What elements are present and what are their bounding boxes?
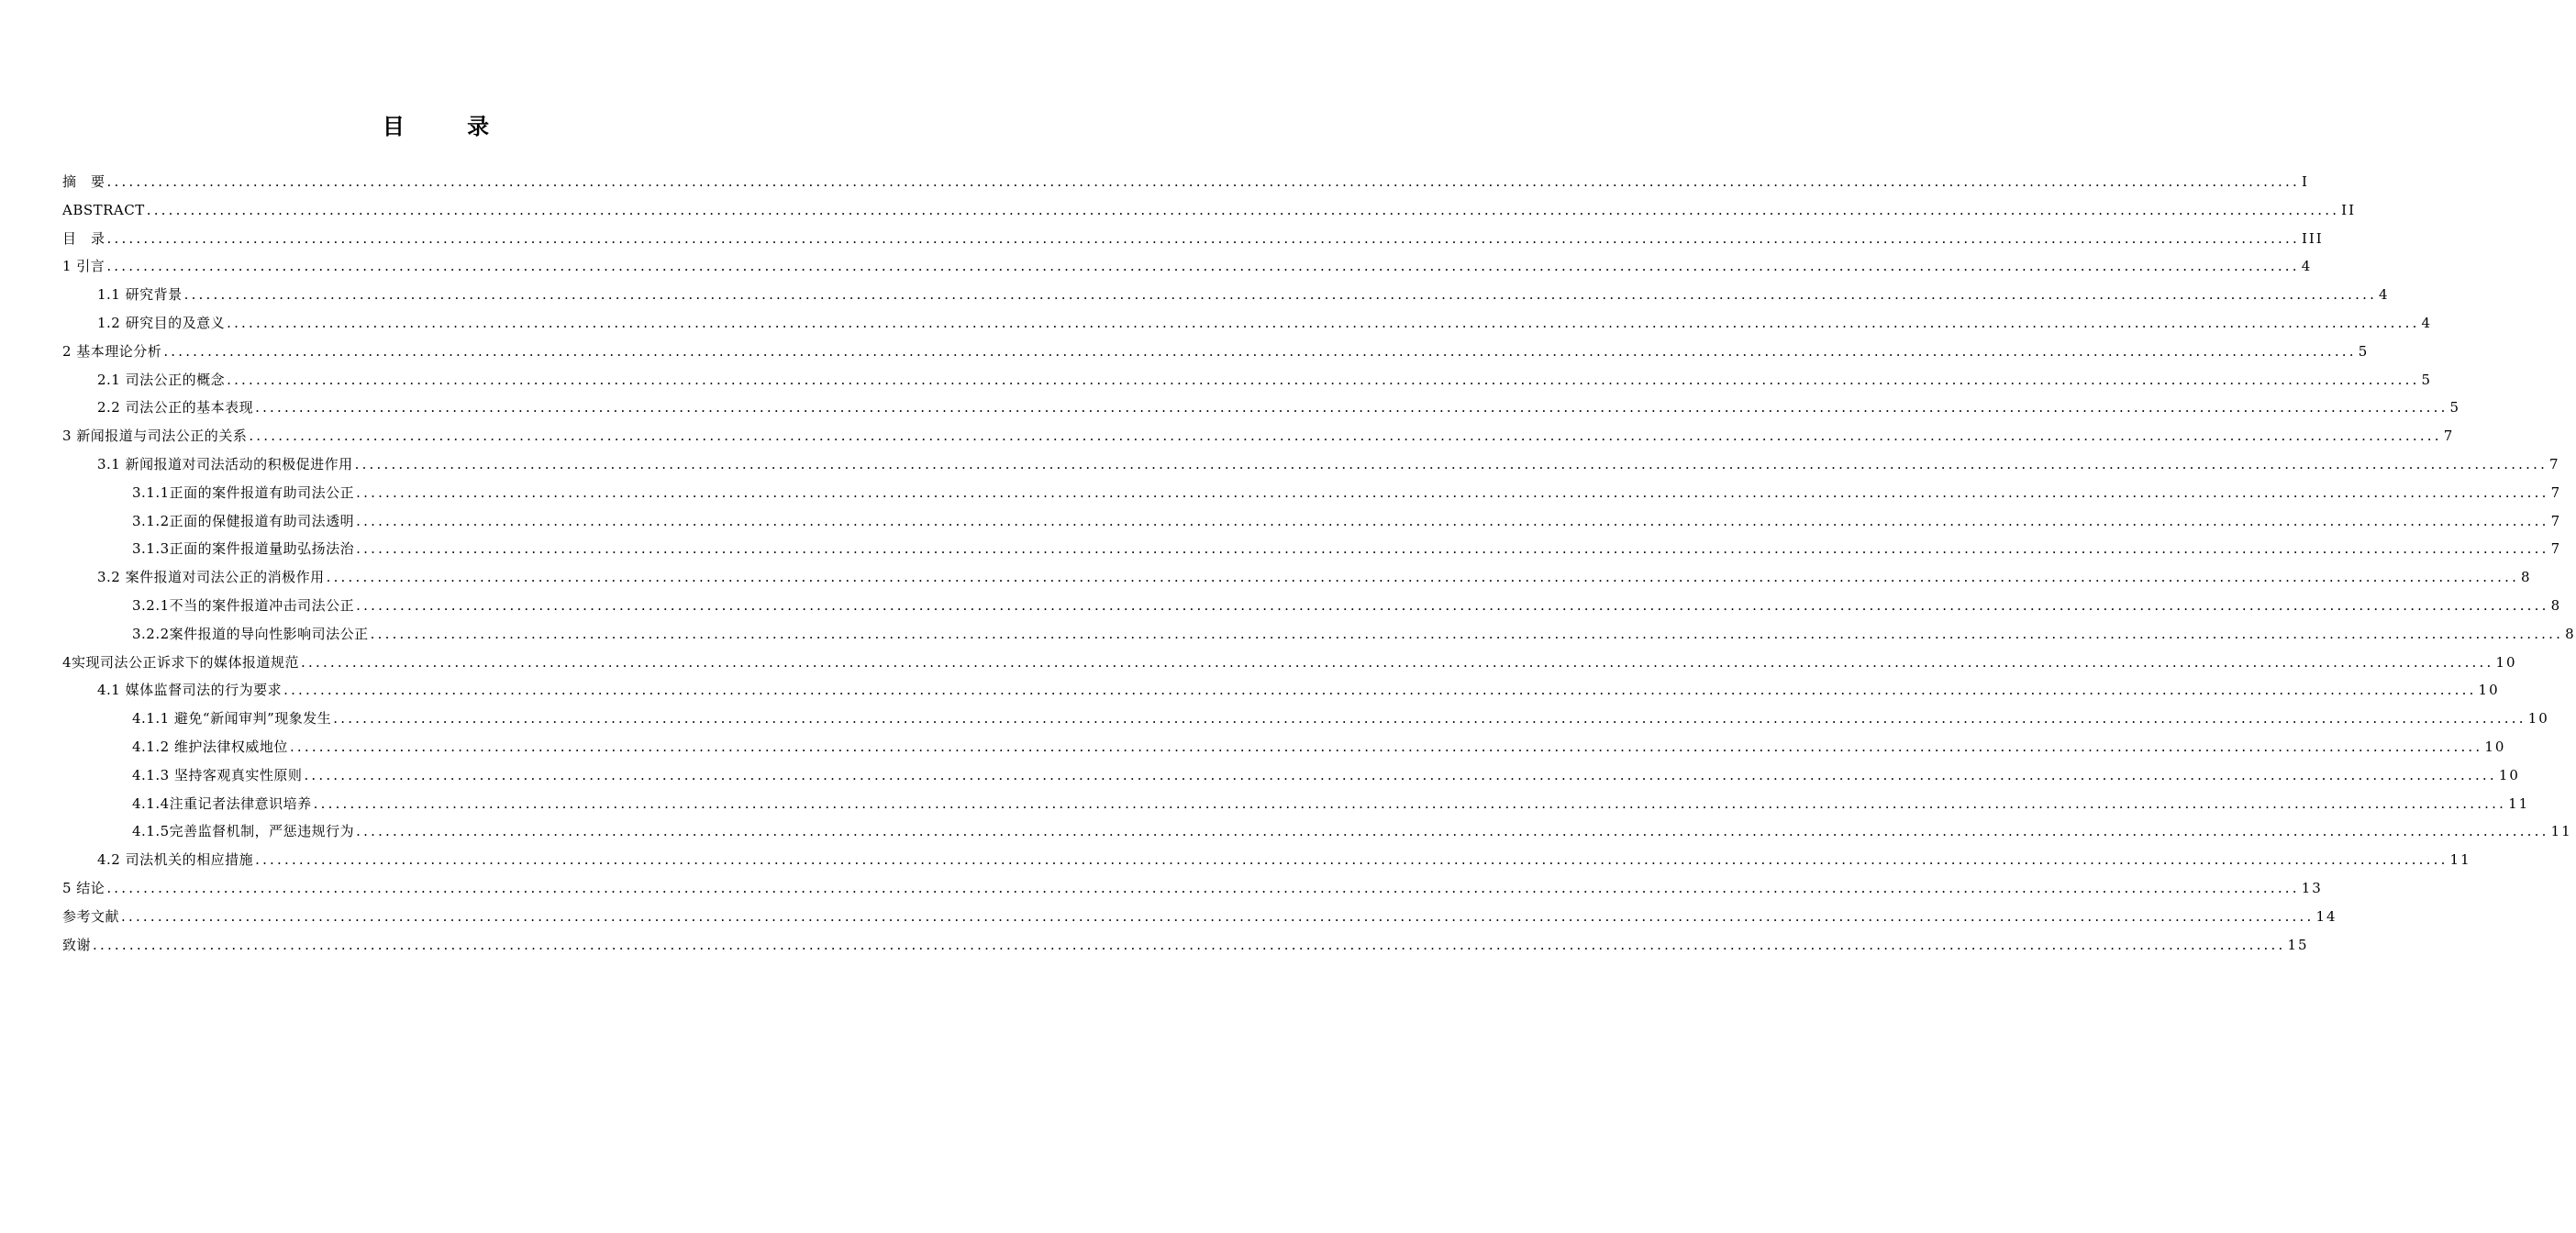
toc-entry[interactable] [62, 817, 2572, 846]
toc-leader-dots: ............................................................................................................................................................................................................................................................................................................ [255, 851, 2448, 869]
toc-entry-label: 4.1.1 避免“新闻审判”现象发生 [132, 710, 332, 728]
toc-leader-dots: ............................................................................................................................................................................................................................................................................................................ [93, 936, 2286, 953]
toc-entry[interactable] [62, 338, 2370, 366]
toc-entry[interactable] [62, 761, 2520, 790]
toc-entry-label: 3.2.2案件报道的导向性影响司法公正 [132, 625, 369, 642]
toc-entry-page: II [2341, 201, 2357, 218]
toc-entry[interactable] [62, 563, 2532, 592]
toc-entry[interactable] [62, 225, 2324, 253]
toc-entry-page: 7 [2550, 512, 2562, 529]
toc-entry-label: 1.1 研究背景 [97, 286, 183, 304]
toc-entry-page: 10 [2478, 682, 2500, 699]
toc-entry-page: 7 [2549, 455, 2560, 472]
toc-entry-label: 参考文献 [62, 907, 120, 925]
toc-entry-page: I [2301, 173, 2309, 190]
toc-entry[interactable] [62, 450, 2560, 479]
toc-entry-page: 4 [2301, 258, 2313, 275]
toc-entry-label: 目 录 [62, 229, 105, 247]
toc-leader-dots: ............................................................................................................................................................................................................................................................................................................ [356, 596, 2549, 614]
toc-entry[interactable] [62, 790, 2530, 818]
toc-entry[interactable] [62, 422, 2455, 450]
toc-entry[interactable] [62, 252, 2313, 281]
toc-entry-label: 5 结论 [62, 879, 105, 896]
toc-entry[interactable] [62, 705, 2549, 733]
toc-entry-label: 4.1.5完善监督机制，严惩违规行为 [132, 823, 355, 840]
toc-entry[interactable] [62, 592, 2562, 620]
toc-entry-page: 11 [2508, 794, 2530, 812]
toc-entry-label: 致谢 [62, 936, 92, 953]
toc-leader-dots: ............................................................................................................................................................................................................................................................................................................ [301, 653, 2494, 671]
toc-entry[interactable] [62, 479, 2562, 507]
toc-entry-label: ABSTRACT [62, 201, 145, 218]
toc-leader-dots: ............................................................................................................................................................................................................................................................................................................ [146, 201, 2340, 218]
toc-entry-page: III [2301, 229, 2324, 247]
toc-entry[interactable] [62, 846, 2471, 874]
toc-entry-page: 10 [2527, 710, 2549, 728]
toc-leader-dots: ............................................................................................................................................................................................................................................................................................................ [326, 569, 2520, 586]
toc-entry-page: 5 [2421, 371, 2433, 388]
toc-leader-dots: ............................................................................................................................................................................................................................................................................................................ [121, 907, 2315, 925]
toc-leader-dots: ............................................................................................................................................................................................................................................................................................................ [106, 879, 2300, 896]
toc-leader-dots: ............................................................................................................................................................................................................................................................................................................ [106, 258, 2300, 275]
toc-entry[interactable] [62, 535, 2562, 563]
toc-entry-page: 14 [2315, 907, 2337, 925]
toc-entry-label: 4.1.4注重记者法律意识培养 [132, 794, 312, 812]
toc-entry-label: 4.1 媒体监督司法的行为要求 [97, 682, 283, 699]
toc-leader-dots: ............................................................................................................................................................................................................................................................................................................ [227, 371, 2420, 388]
toc-entry-page: 4 [2379, 286, 2390, 304]
toc-entry[interactable] [62, 649, 2517, 677]
toc-leader-dots: ............................................................................................................................................................................................................................................................................................................ [283, 682, 2477, 699]
toc-leader-dots: ............................................................................................................................................................................................................................................................................................................ [227, 314, 2420, 331]
toc-entry-page: 7 [2550, 483, 2562, 501]
toc-leader-dots: ............................................................................................................................................................................................................................................................................................................ [356, 512, 2549, 529]
toc-entry[interactable] [62, 931, 2309, 960]
toc-leader-dots: ............................................................................................................................................................................................................................................................................................................ [183, 286, 2378, 304]
toc-entry[interactable] [62, 676, 2500, 705]
toc-leader-dots: ............................................................................................................................................................................................................................................................................................................ [370, 625, 2564, 642]
toc-entry-label: 1 引言 [62, 258, 105, 275]
toc-entry[interactable] [62, 366, 2433, 394]
table-of-contents [62, 168, 2576, 959]
toc-entry[interactable] [62, 281, 2390, 309]
toc-leader-dots: ............................................................................................................................................................................................................................................................................................................ [354, 455, 2548, 472]
toc-entry-page: 7 [2443, 428, 2455, 445]
toc-entry[interactable] [62, 733, 2506, 761]
toc-entry-page: 11 [2550, 823, 2572, 840]
toc-entry-label: 3.2 案件报道对司法公正的消极作用 [97, 569, 325, 586]
toc-entry[interactable] [62, 168, 2309, 196]
toc-entry-page: 8 [2550, 596, 2562, 614]
toc-entry-label: 4.1.3 坚持客观真实性原则 [132, 766, 303, 783]
toc-entry[interactable] [62, 903, 2337, 931]
toc-leader-dots: ............................................................................................................................................................................................................................................................................................................ [255, 399, 2448, 417]
toc-entry-label: 3 新闻报道与司法公正的关系 [62, 428, 248, 445]
toc-leader-dots: ............................................................................................................................................................................................................................................................................................................ [356, 540, 2549, 558]
toc-entry-label: 3.2.1不当的案件报道冲击司法公正 [132, 596, 355, 614]
toc-leader-dots: ............................................................................................................................................................................................................................................................................................................ [289, 738, 2483, 755]
toc-entry-label: 4.2 司法机关的相应措施 [97, 851, 254, 869]
toc-leader-dots: ............................................................................................................................................................................................................................................................................................................ [333, 710, 2526, 728]
toc-entry-label: 2.1 司法公正的概念 [97, 371, 226, 388]
toc-entry-label: 摘 要 [62, 173, 105, 190]
toc-entry-label: 4实现司法公正诉求下的媒体报道规范 [62, 653, 300, 671]
toc-entry-page: 15 [2287, 936, 2309, 953]
toc-entry-label: 2 基本理论分析 [62, 342, 162, 360]
toc-entry-page: 10 [2495, 653, 2517, 671]
page-title: 目 录 [382, 114, 517, 139]
toc-leader-dots: ............................................................................................................................................................................................................................................................................................................ [356, 483, 2549, 501]
toc-leader-dots: ............................................................................................................................................................................................................................................................................................................ [304, 766, 2497, 783]
toc-entry[interactable] [62, 196, 2357, 225]
toc-entry-page: 11 [2449, 851, 2471, 869]
toc-entry-page: 8 [2565, 625, 2576, 642]
toc-entry-label: 3.1 新闻报道对司法活动的积极促进作用 [97, 455, 353, 472]
toc-leader-dots: ............................................................................................................................................................................................................................................................................................................ [356, 823, 2549, 840]
toc-entry-label: 4.1.2 维护法律权威地位 [132, 738, 288, 755]
toc-entry-page: 5 [2449, 399, 2461, 417]
toc-entry[interactable] [62, 874, 2323, 903]
toc-entry-page: 8 [2521, 569, 2532, 586]
toc-leader-dots: ............................................................................................................................................................................................................................................................................................................ [249, 428, 2442, 445]
toc-leader-dots: ............................................................................................................................................................................................................................................................................................................ [163, 342, 2357, 360]
toc-entry[interactable] [62, 309, 2433, 338]
toc-entry-label: 3.1.1正面的案件报道有助司法公正 [132, 483, 355, 501]
toc-entry-page: 5 [2358, 342, 2370, 360]
toc-entry[interactable] [62, 394, 2461, 422]
toc-entry[interactable] [62, 620, 2576, 649]
toc-entry-page: 10 [2498, 766, 2520, 783]
toc-entry-page: 7 [2550, 540, 2562, 558]
toc-entry-label: 3.1.2正面的保健报道有助司法透明 [132, 512, 355, 529]
toc-entry-page: 4 [2421, 314, 2433, 331]
toc-entry-page: 10 [2484, 738, 2506, 755]
toc-entry-page: 13 [2301, 879, 2323, 896]
toc-leader-dots: ............................................................................................................................................................................................................................................................................................................ [106, 173, 2300, 190]
toc-entry-label: 2.2 司法公正的基本表现 [97, 399, 254, 417]
toc-entry[interactable] [62, 507, 2562, 536]
toc-entry-label: 3.1.3正面的案件报道量助弘扬法治 [132, 540, 355, 558]
toc-entry-label: 1.2 研究目的及意义 [97, 314, 226, 331]
toc-leader-dots: ............................................................................................................................................................................................................................................................................................................ [313, 794, 2507, 812]
toc-leader-dots: ............................................................................................................................................................................................................................................................................................................ [106, 229, 2300, 247]
